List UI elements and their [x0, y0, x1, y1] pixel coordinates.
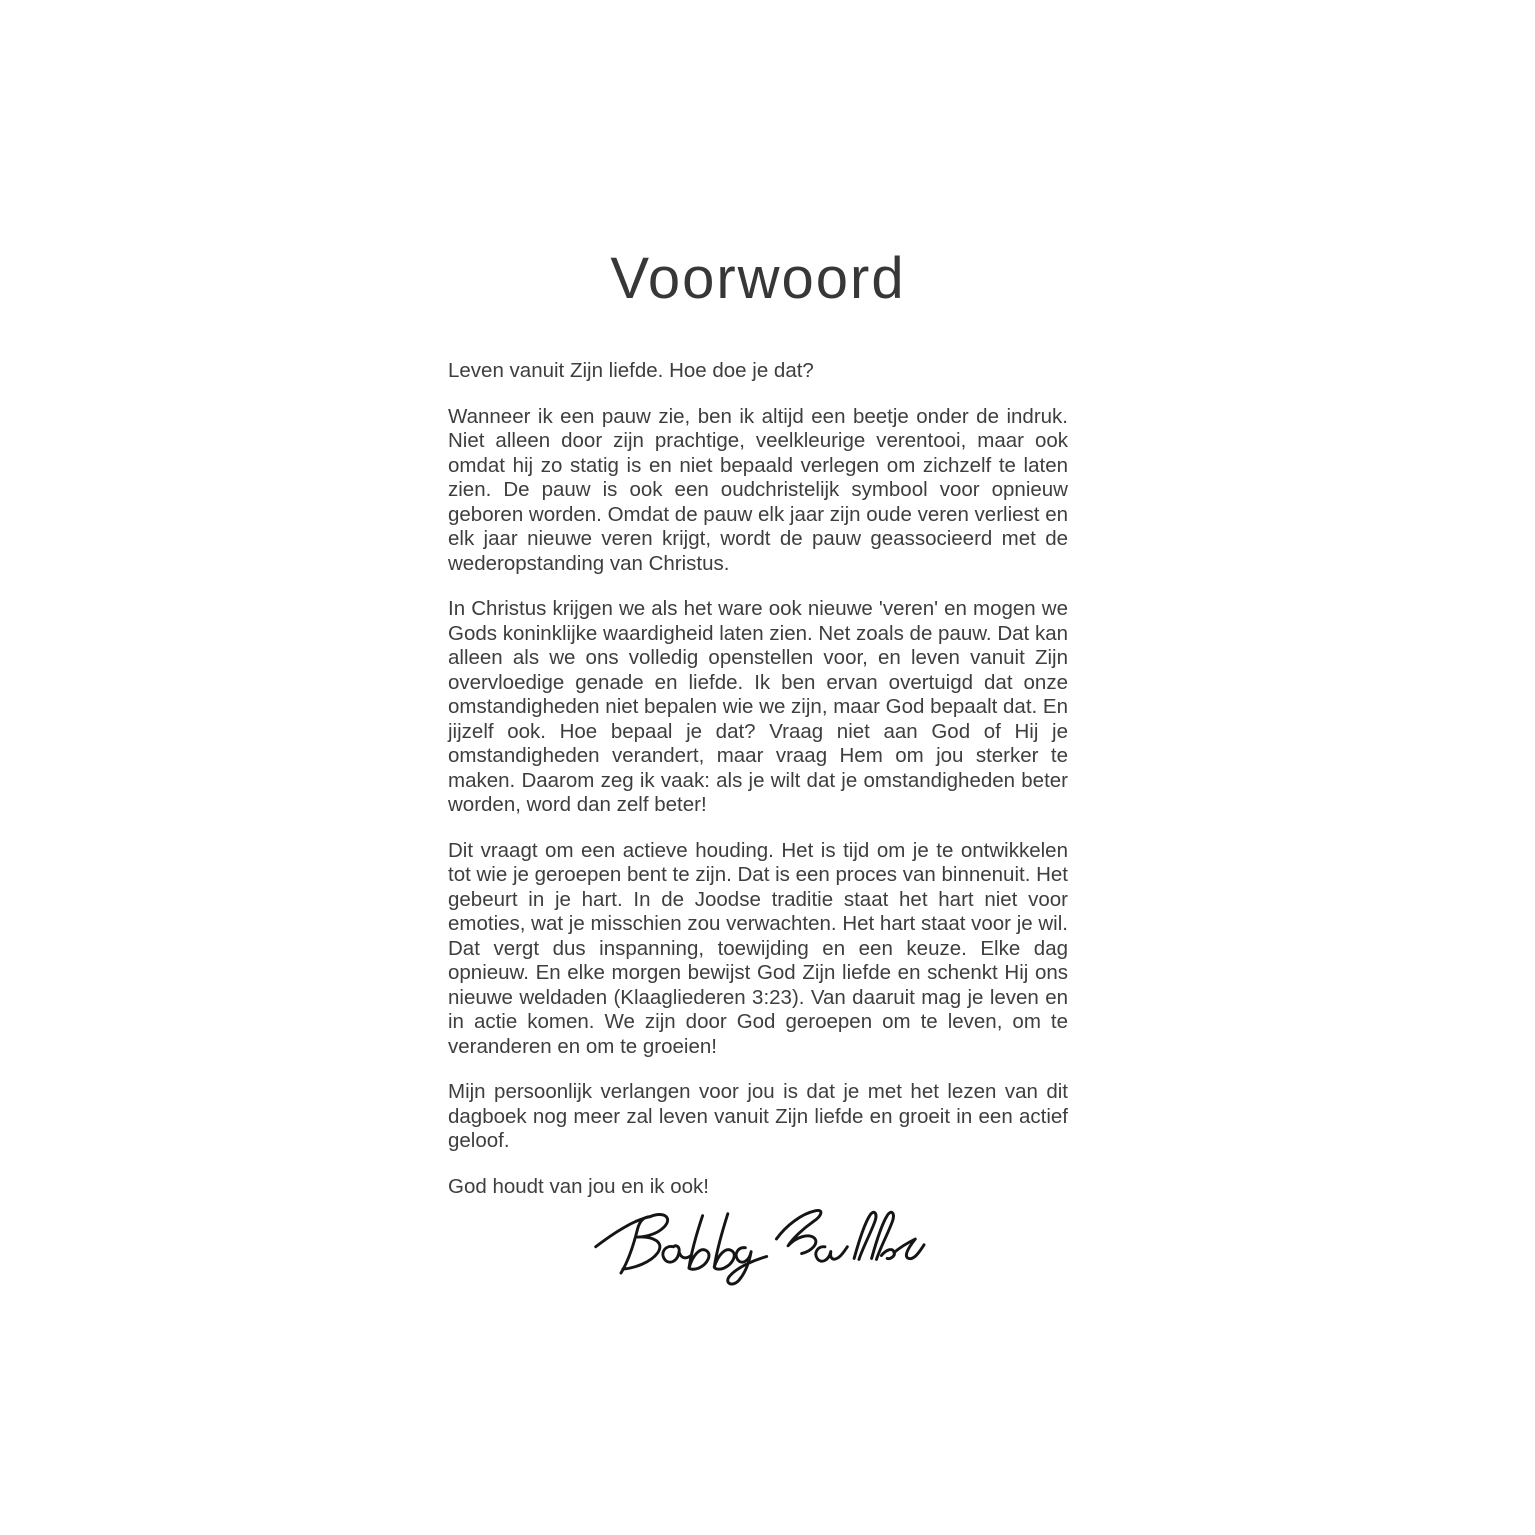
signature-image — [586, 1190, 926, 1288]
page-title: Voorwoord — [610, 246, 906, 311]
paragraph-personal-wish: Mijn persoonlijk verlangen voor jou is dat je met het lezen van dit dagboek nog meer zal leven vanuit Zijn liefde en groeit in een actief geloof. — [448, 1080, 1068, 1152]
paragraph-peacock: Wanneer ik een pauw zie, ben ik altijd een beetje onder de indruk. Niet alleen door zijn prachtige, veelkleurige verentooi, maar ook omdat hij zo statig is en niet bepaald verlegen om zichzelf te laten zien. De pauw is ook een oudchristelijk symbool voor opnieuw geboren worden. Omdat de pauw elk jaar zijn oude veren verliest en elk jaar nieuwe veren krijgt, wordt de pauw geassocieerd met de wederopstanding van Christus. — [448, 404, 1068, 575]
paragraph-new-feathers: In Christus krijgen we als het ware ook nieuwe 'veren' en mogen we Gods koninklijke waardigheid laten zien. Net zoals de pauw. Dat kan alleen als we ons volledig openstellen voor, en leven vanuit Zijn overvloedige genade en liefde. Ik ben ervan overtuigd dat onze omstandigheden niet bepalen wie we zijn, maar God bepaalt dat. En jijzelf ook. Hoe bepaal je dat? Vraag niet aan God of Hij je omstandigheden verandert, maar vraag Hem om jou sterker te maken. Daarom zeg ik vaak: als je wilt dat je omstandigheden beter worden, word dan zelf beter! — [448, 597, 1068, 816]
signature-bobby-schuller-drawing — [586, 1190, 926, 1288]
foreword-text — [448, 359, 1068, 1220]
paragraph-active-attitude: Dit vraagt om een actieve houding. Het is tijd om je te ontwikkelen tot wie je geroepen bent te zijn. Dat is een proces van binnenuit. Het gebeurt in je hart. In de Joodse traditie staat het hart niet voor emoties, wat je misschien zou verwachten. Het hart staat voor je wil. Dat vergt dus inspanning, toewijding en een keuze. Elke dag opnieuw. En elke morgen bewijst God Zijn liefde en schenkt Hij ons nieuwe weldaden (Klaagliederen 3:23). Van daaruit mag je leven en in actie komen. We zijn door God geroepen om te leven, om te veranderen en om te groeien! — [448, 838, 1068, 1058]
paragraph-closing-line: God houdt van jou en ik ook! — [448, 1174, 709, 1198]
paragraph-intro-question: Leven vanuit Zijn liefde. Hoe doe je dat? — [448, 359, 814, 382]
